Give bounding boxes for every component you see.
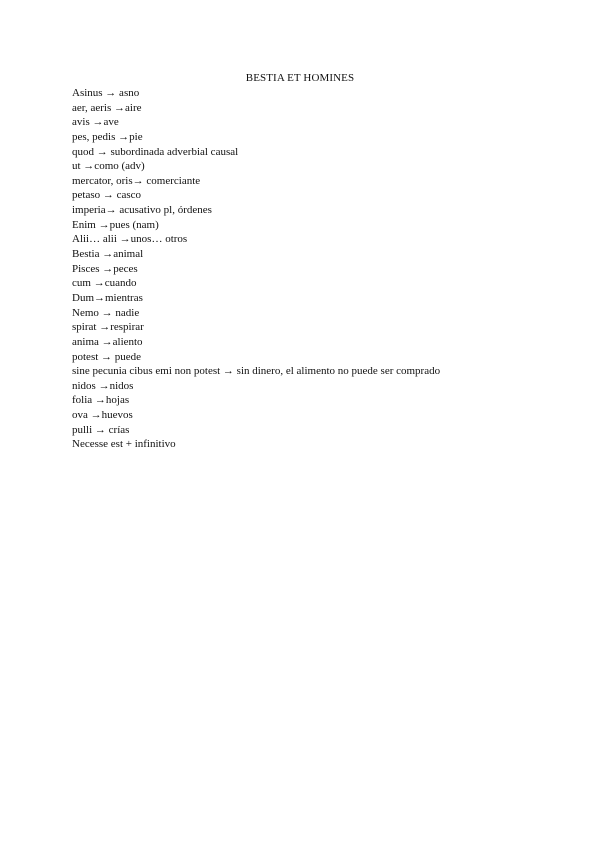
vocab-line: Dum→mientras: [72, 291, 143, 304]
vocab-line: nidos →nidos: [72, 379, 134, 392]
vocab-line: pulli → crías: [72, 423, 130, 436]
vocab-line: Alii… alii →unos… otros: [72, 233, 188, 246]
vocab-line: aer, aeris →aire: [72, 101, 142, 114]
vocab-line: Asinus → asno: [72, 87, 140, 99]
vocab-line: folia →hojas: [72, 394, 130, 407]
vocab-line: spirat →respirar: [72, 321, 144, 334]
vocab-line: sine pecunia cibus emi non potest → sin dinero, el alimento no puede ser comprado: [72, 365, 441, 378]
vocab-line: anima →aliento: [72, 335, 143, 348]
vocab-line: potest → puede: [72, 350, 142, 363]
vocabulary-list: [72, 86, 440, 452]
vocab-line: Pisces →peces: [72, 262, 138, 275]
vocab-line: Nemo → nadie: [72, 306, 140, 319]
vocab-line: imperia→ acusativo pl, órdenes: [72, 204, 212, 217]
vocab-line: mercator, oris→ comerciante: [72, 174, 201, 187]
document-title: BESTIA ET HOMINES: [245, 72, 355, 84]
vocab-line: petaso → casco: [72, 189, 142, 202]
vocab-line: cum →cuando: [72, 277, 137, 290]
vocab-line: quod → subordinada adverbial causal: [72, 145, 239, 158]
vocab-line: ova →huevos: [72, 409, 133, 422]
vocab-line: Necesse est + infinitivo: [72, 438, 176, 451]
vocab-line: Bestia →animal: [72, 248, 144, 261]
vocab-line: ut →como (adv): [72, 160, 145, 173]
vocab-line: Enim →pues (nam): [72, 218, 159, 231]
vocab-line: pes, pedis →pie: [72, 130, 143, 143]
vocab-line: avis →ave: [72, 116, 119, 129]
